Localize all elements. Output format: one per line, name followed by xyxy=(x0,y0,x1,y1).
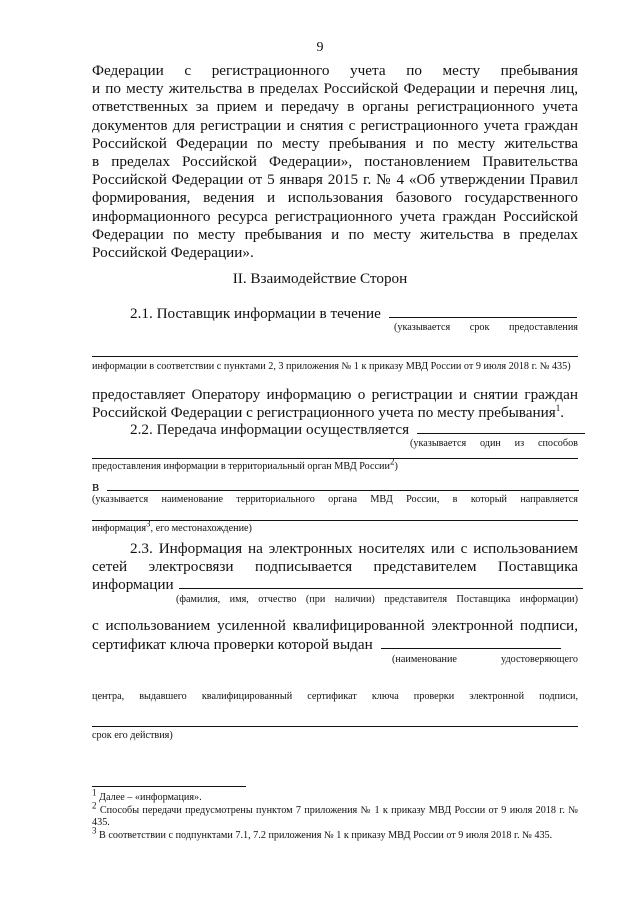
intro-line: в пределах Российской Федерации», постановлением Правительства xyxy=(92,153,578,171)
clause-2-3-line: сетей электросвязи подписывается представителем Поставщика xyxy=(92,558,578,576)
clause-2-3 xyxy=(92,540,578,576)
clause-2-1-body xyxy=(92,386,578,422)
intro-line: Российской Федерации по месту пребывания и по месту жительства xyxy=(92,134,578,152)
method-blank-line[interactable] xyxy=(92,458,578,459)
hint-organ-cont: информация$^3$, его местонахождение) xyxy=(92,518,252,534)
clause-2-3-cont xyxy=(92,617,578,635)
signer-row xyxy=(92,576,578,594)
intro-line: информационного ресурса регистрационного учета граждан Российской xyxy=(92,207,578,225)
term-blank[interactable] xyxy=(389,317,577,318)
footnote-2: $^2$ Способы передачи предусмотрены пунктом 7 приложения № 1 к приказу МВД России от 9 июля 2018 г. № 435. xyxy=(92,800,578,829)
intro-line: ответственных за прием и передачу в органы регистрационного учета xyxy=(92,98,578,116)
footnote-separator xyxy=(92,786,246,787)
term-blank-line[interactable] xyxy=(92,356,578,357)
clause-2-1-line: предоставляет Оператору информацию о регистрации и снятии граждан xyxy=(92,386,578,403)
hint-issuer-end: срок его действия) xyxy=(92,730,173,741)
page-number: 9 xyxy=(316,40,324,55)
hint-issuer: (наименование удостоверяющего xyxy=(392,654,578,665)
clause-2-2 xyxy=(130,421,578,439)
clause-2-1 xyxy=(130,305,578,323)
organ-prefix: в xyxy=(92,478,100,495)
intro-line: Российской Федерации от 5 января 2015 г. № 4 «Об утверждении Правил xyxy=(92,171,578,189)
issuer-row xyxy=(92,636,578,654)
clause-2-1-text: 2.1. Поставщик информации в течение xyxy=(130,305,381,322)
intro-paragraph xyxy=(92,62,578,262)
intro-line: и по месту жительства в пределах Российской Федерации и перечня лиц, xyxy=(92,80,578,98)
hint-method: (указывается один из способов xyxy=(410,438,578,449)
footnote-3: $^3$ В соответствии с подпунктами 7.1, 7.2 приложения № 1 к приказу МВД России от 9 июля 2018 г. № 435. xyxy=(92,825,553,841)
issuer-blank-line[interactable] xyxy=(92,726,578,727)
method-blank[interactable] xyxy=(417,433,585,434)
organ-blank-line[interactable] xyxy=(92,520,578,521)
hint-method-cont: предоставления информации в территориальный орган МВД России$^2$) xyxy=(92,456,398,472)
clause-2-3-line: информации xyxy=(92,576,174,593)
clause-2-1-line: Российской Федерации с регистрационного учета по месту пребывания$^1$. xyxy=(92,403,565,422)
intro-line: Федерации с регистрационного учета по месту пребывания xyxy=(92,62,578,79)
hint-signer: (фамилия, имя, отчество (при наличии) представителя Поставщика информации) xyxy=(176,594,578,605)
intro-line: формирования, ведения и использования базового государственного xyxy=(92,189,578,207)
hint-term-cont: информации в соответствии с пунктами 2, 3 приложения № 1 к приказу МВД России от 9 июля 2018 г. № 435) xyxy=(92,361,571,372)
organ-blank[interactable] xyxy=(107,490,579,491)
clause-2-3-line: с использованием усиленной квалифицированной электронной подписи, xyxy=(92,617,578,634)
intro-line: Российской Федерации». xyxy=(92,244,254,262)
intro-line: Федерации по месту пребывания и по месту жительства в пределах xyxy=(92,225,578,243)
clause-2-2-text: 2.2. Передача информации осуществляется xyxy=(130,421,410,438)
section-title: II. Взаимодействие Сторон xyxy=(232,270,408,287)
footnote-1: $^1$ Далее – «информация». xyxy=(92,787,202,803)
signer-blank[interactable] xyxy=(179,588,583,589)
hint-organ: (указывается наименование территориального органа МВД России, в который направляется xyxy=(92,494,578,505)
intro-line: документов для регистрации и снятия с регистрационного учета граждан xyxy=(92,116,578,134)
hint-issuer-cont: центра, выдавшего квалифицированный сертификат ключа проверки электронной подписи, xyxy=(92,691,578,702)
footnote-ref-1: 1 xyxy=(555,403,561,414)
hint-term: (указывается срок предоставления xyxy=(394,322,578,333)
clause-2-3-line: сертификат ключа проверки которой выдан xyxy=(92,636,373,653)
clause-2-3-line: 2.3. Информация на электронных носителях или с использованием xyxy=(130,540,578,557)
issuer-blank[interactable] xyxy=(381,648,561,649)
